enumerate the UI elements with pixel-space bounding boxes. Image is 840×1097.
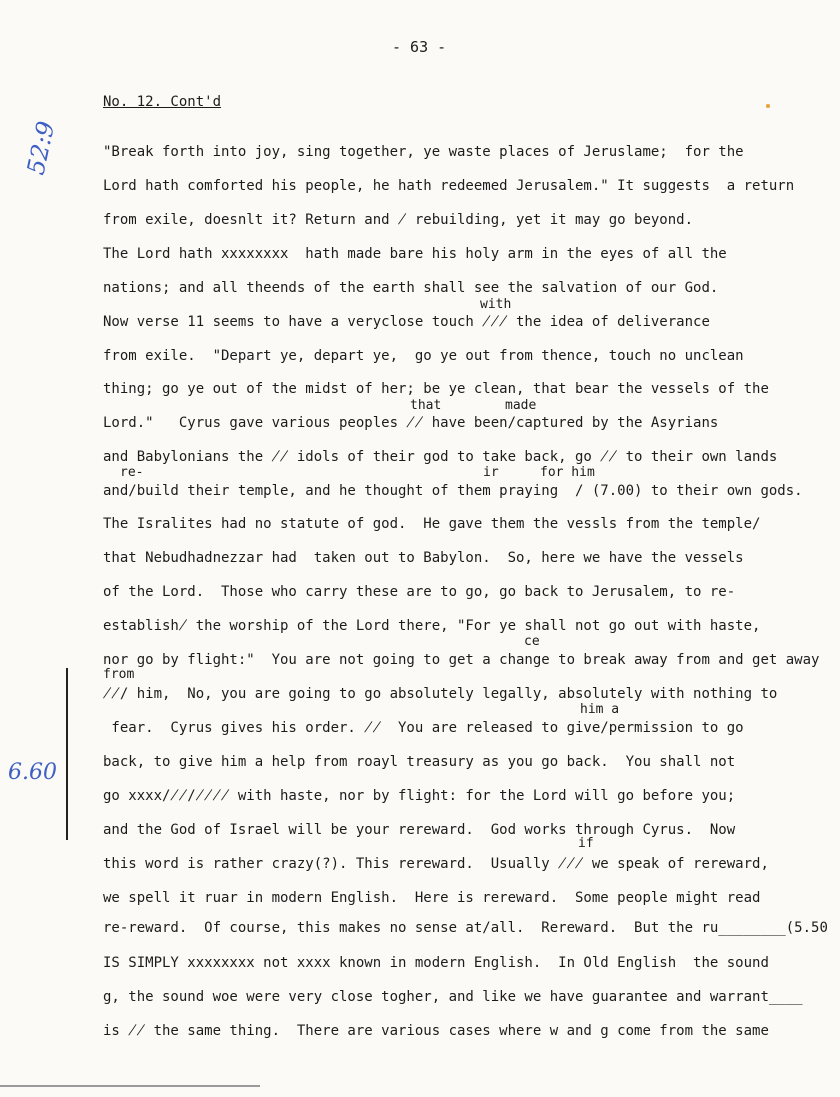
interlinear-ce: ce — [524, 634, 540, 649]
page-number: - 63 - — [392, 38, 447, 56]
text-line: is ̸̸ the same thing. There are various cases where w and g come from the same — [103, 1023, 769, 1039]
text-line: we spell it ruar in modern English. Here is rereward. Some people might read — [103, 890, 761, 906]
text-line: g, the sound woe were very close togher, and like we have guarantee and warrant____ — [103, 989, 803, 1005]
margin-note-top: 52:9 — [21, 118, 61, 178]
interlinear-made: made — [505, 398, 537, 413]
text-line: of the Lord. Those who carry these are to go, go back to Jerusalem, to re- — [103, 584, 736, 600]
text-line: go xxxx/̸̸/̸̸̸̸ with haste, nor by flight: for the Lord will go before you; — [103, 788, 736, 804]
ink-spot — [766, 104, 770, 108]
interlinear-from: from — [103, 667, 135, 682]
text-line: this word is rather crazy(?). This rereward. Usually ̸̸̸ we speak of rereward, — [103, 856, 769, 872]
text-line: from exile, doesnlt it? Return and ̸ rebuilding, yet it may go beyond. — [103, 212, 694, 228]
text-line: from exile. "Depart ye, depart ye, go ye out from thence, touch no unclean — [103, 348, 744, 364]
interlinear-ir: ir — [483, 465, 499, 480]
text-line: nor go by flight:" You are not going to get a change to break away from and get away — [103, 652, 820, 668]
text-line: that Nebudhadnezzar had taken out to Babylon. So, here we have the vessels — [103, 550, 744, 566]
text-line: Now verse 11 seems to have a veryclose touch ̸̸̸ the idea of deliverance — [103, 314, 710, 330]
text-line: back, to give him a help from roayl treasury as you go back. You shall not — [103, 754, 736, 770]
text-line: The Lord hath xxxxxxxx hath made bare his holy arm in the eyes of all the — [103, 246, 727, 262]
text-line: ̸̸/ him, No, you are going to go absolutely legally, absolutely with nothing to — [103, 686, 778, 702]
interlinear-if: if — [578, 836, 594, 851]
text-line: establish̸ the worship of the Lord there, "For ye shall not go out with haste, — [103, 618, 761, 634]
interlinear-with: with — [480, 297, 512, 312]
text-line: and Babylonians the ̸̸ idols of their god to take back, go ̸̸ to their own lands — [103, 449, 778, 465]
page-edge-shadow — [0, 1085, 260, 1087]
text-line: "Break forth into joy, sing together, ye waste places of Jeruslame; for the — [103, 144, 744, 160]
margin-note-middle: 6.60 — [8, 760, 57, 785]
page-heading: No. 12. Cont'd — [103, 94, 222, 110]
text-line: nations; and all theends of the earth shall see the salvation of our God. — [103, 280, 719, 296]
text-line: IS SIMPLY xxxxxxxx not xxxx known in modern English. In Old English the sound — [103, 955, 769, 971]
interlinear-for-him: for him — [540, 465, 595, 480]
text-line: and the God of Israel will be your rereward. God works through Cyrus. Now — [103, 822, 736, 838]
interlinear-that: that — [410, 398, 442, 413]
text-line: and/build their temple, and he thought of them praying / (7.00) to their own gods. — [103, 483, 803, 499]
text-line: The Isralites had no statute of god. He gave them the vessls from the temple/ — [103, 516, 761, 532]
text-line: fear. Cyrus gives his order. ̸̸ You are released to give/permission to go — [103, 720, 744, 736]
interlinear-re: re- — [120, 465, 144, 480]
interlinear-him-a: him a — [580, 702, 620, 717]
text-line: thing; go ye out of the midst of her; be ye clean, that bear the vessels of the — [103, 381, 769, 397]
text-line: Lord." Cyrus gave various peoples ̸̸ have been/captured by the Asyrians — [103, 415, 719, 431]
text-line: Lord hath comforted his people, he hath redeemed Jerusalem." It suggests a return — [103, 178, 795, 194]
margin-bracket-line — [66, 668, 68, 840]
text-line: re-reward. Of course, this makes no sense at/all. Rereward. But the ru________(5.50 — [103, 920, 828, 936]
